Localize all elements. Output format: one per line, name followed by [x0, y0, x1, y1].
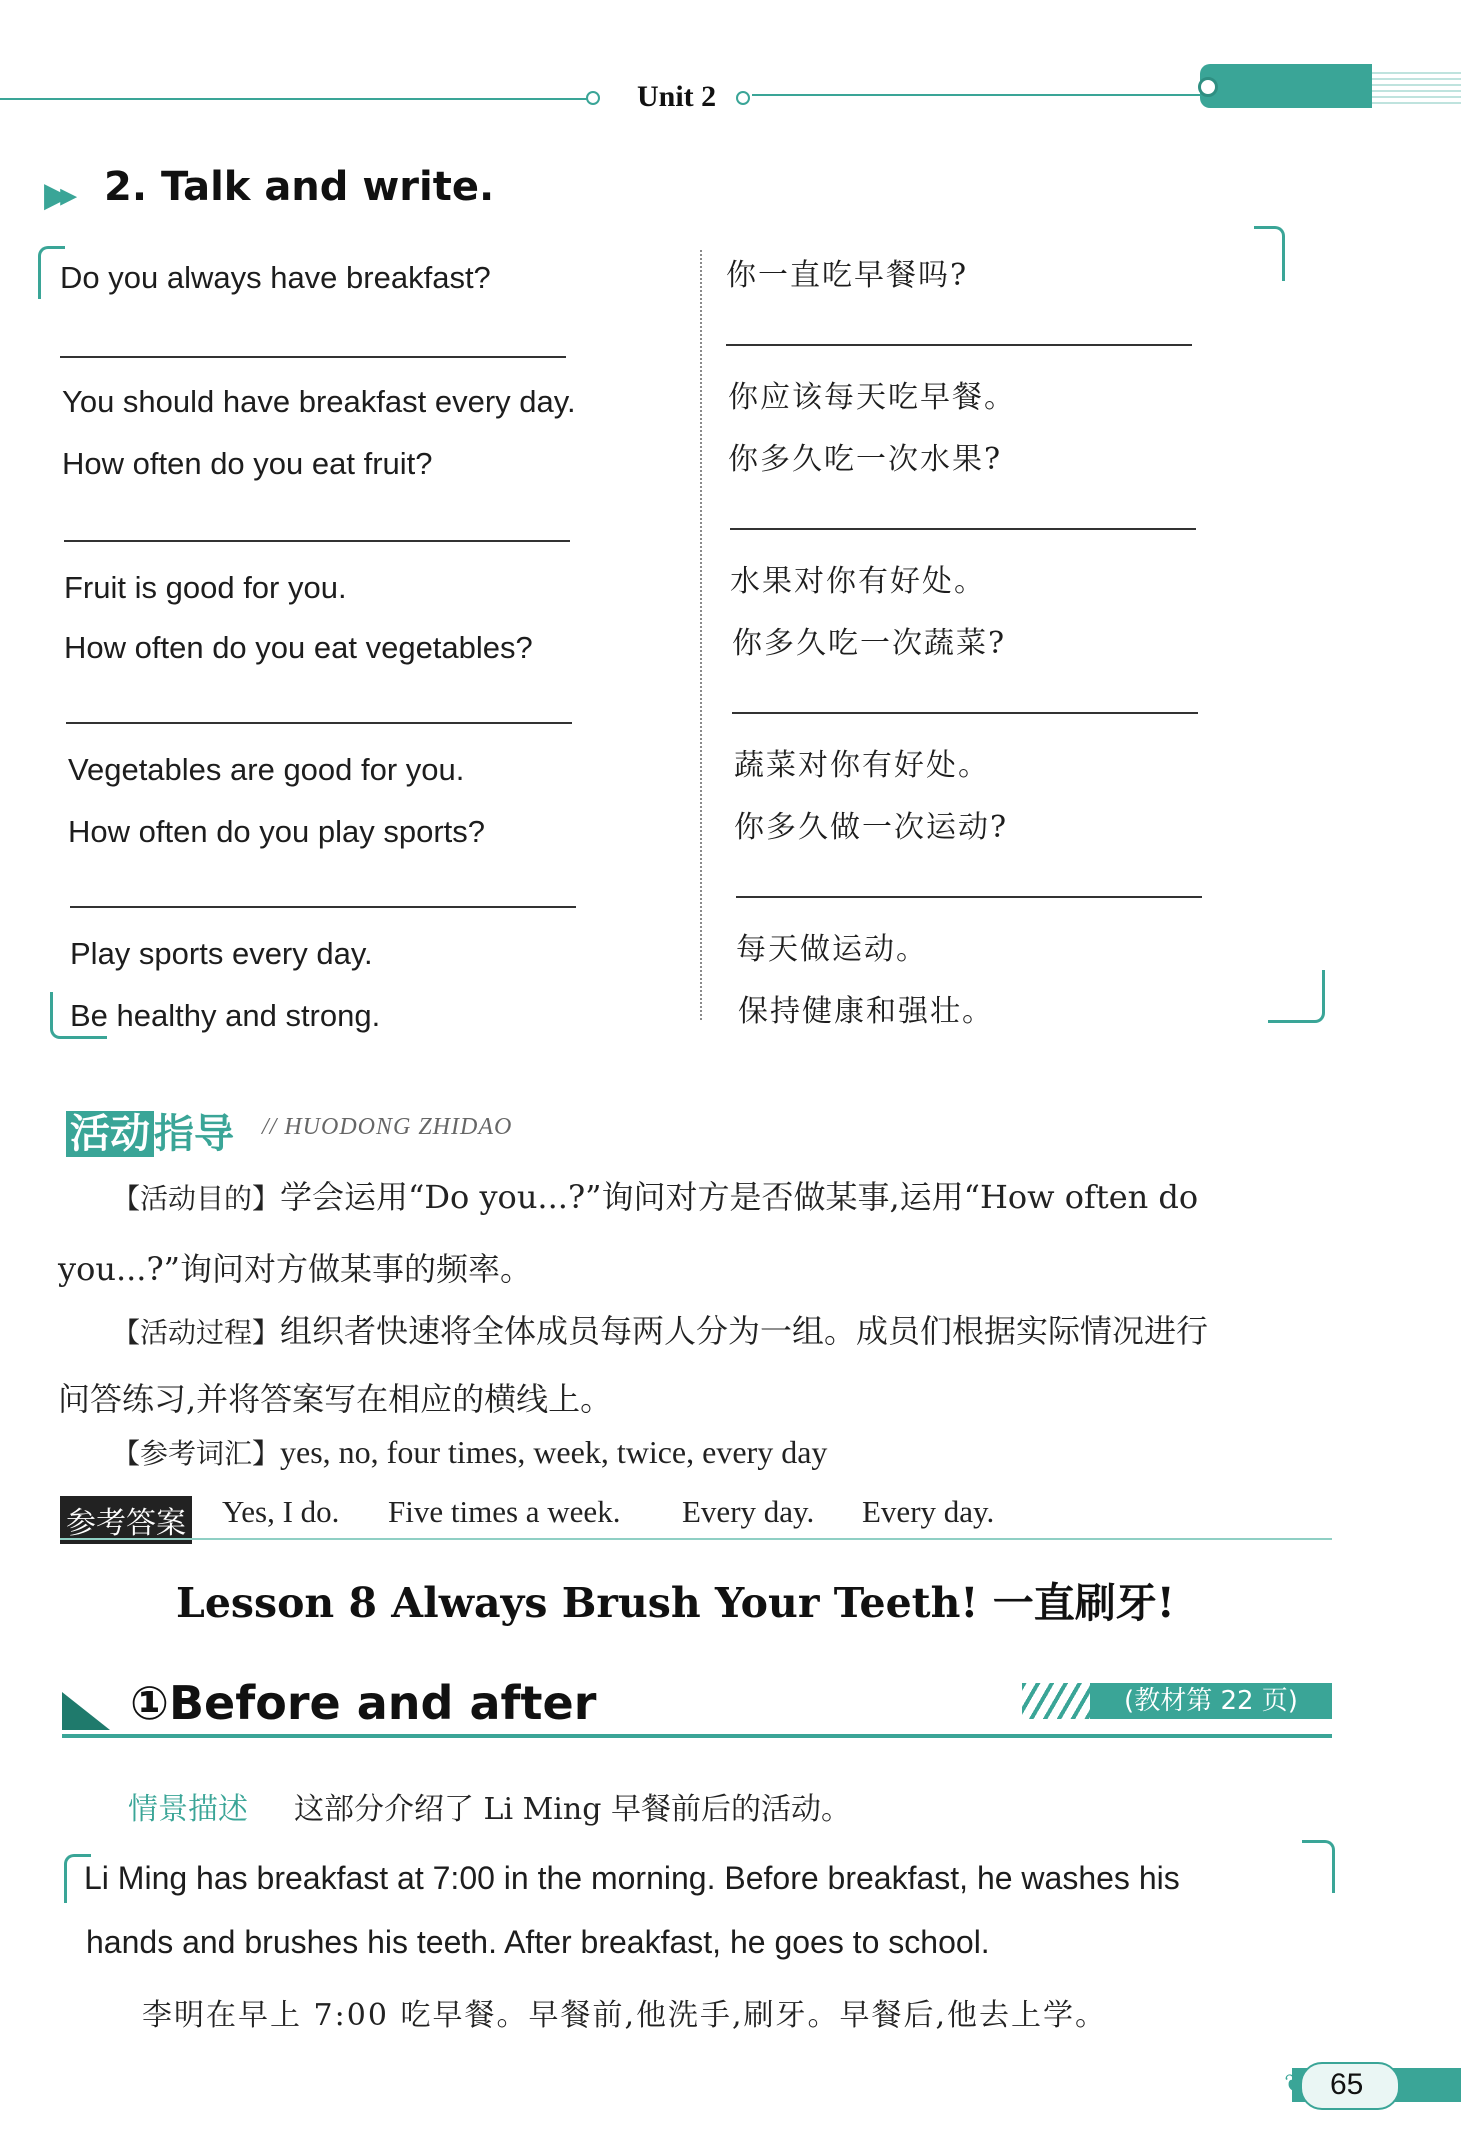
- scene-label: 情景描述: [128, 1792, 248, 1827]
- answers-label: 参考答案: [60, 1496, 192, 1544]
- guide-process-line2: 问答练习,并将答案写在相应的横线上。: [58, 1380, 613, 1418]
- answer-blank[interactable]: [726, 344, 1192, 346]
- dialog-zh-5: 你多久吃一次蔬菜?: [732, 626, 1007, 661]
- answer-2: Five times a week.: [388, 1494, 621, 1529]
- dialog-en-5: How often do you eat vegetables?: [64, 630, 533, 665]
- textbook-page-ref: (教材第 22 页): [1090, 1683, 1332, 1719]
- leaf-icon: ❦: [1284, 2068, 1306, 2098]
- answer-blank[interactable]: [736, 896, 1202, 898]
- answer-1: Yes, I do.: [222, 1494, 340, 1529]
- header-tab: [1200, 64, 1372, 108]
- header-dot-right: [736, 91, 750, 105]
- guide-purpose-line1: 【活动目的】学会运用“Do you...?”询问对方是否做某事,运用“How often do: [112, 1178, 1199, 1216]
- lesson-title: Lesson 8 Always Brush Your Teeth! 一直刷牙!: [176, 1579, 1175, 1627]
- subsection-rule: [62, 1734, 1332, 1738]
- header-tab-dot: [1198, 77, 1218, 97]
- answer-blank[interactable]: [70, 906, 576, 908]
- dialog-zh-9: 保持健康和强壮。: [738, 994, 994, 1029]
- story-en-line1: Li Ming has breakfast at 7:00 in the morning. Before breakfast, he washes his: [84, 1860, 1180, 1896]
- dialog-zh-1: 你一直吃早餐吗?: [726, 258, 969, 293]
- dialog-en-7: How often do you play sports?: [68, 814, 486, 849]
- answer-blank[interactable]: [732, 712, 1198, 714]
- guide-vocab: 【参考词汇】yes, no, four times, week, twice, every day: [112, 1434, 828, 1470]
- dialog-en-2: You should have breakfast every day.: [62, 384, 576, 419]
- scene-text: 这部分介绍了 Li Ming 早餐前后的活动。: [294, 1792, 851, 1827]
- dialog-en-8: Play sports every day.: [70, 936, 373, 971]
- dialog-en-6: Vegetables are good for you.: [68, 752, 465, 787]
- dialog-zh-8: 每天做运动。: [736, 932, 928, 967]
- guide-subtitle: // HUODONG ZHIDAO: [262, 1114, 513, 1140]
- guide-process-label: 【活动过程】: [112, 1316, 281, 1349]
- header-hatch: [1372, 68, 1461, 104]
- dialog-en-4: Fruit is good for you.: [64, 570, 347, 605]
- answer-blank[interactable]: [64, 540, 570, 542]
- dialog-zh-2: 你应该每天吃早餐。: [728, 380, 1016, 415]
- guide-title: [66, 1102, 234, 1159]
- column-divider: [700, 250, 702, 1020]
- subsection-title: ①Before and after: [130, 1676, 597, 1730]
- story-zh: 李明在早上 7:00 吃早餐。早餐前,他洗手,刷牙。早餐后,他去上学。: [142, 1998, 1108, 2033]
- answer-blank[interactable]: [66, 722, 572, 724]
- story-en-line2: hands and brushes his teeth. After breakfast, he goes to school.: [86, 1924, 990, 1960]
- dialog-zh-4: 水果对你有好处。: [730, 564, 986, 599]
- header-rule-right: [752, 94, 1200, 96]
- bracket-top-right: [1254, 226, 1285, 281]
- triangle-icon: [62, 1692, 110, 1730]
- answer-4: Every day.: [862, 1494, 995, 1529]
- guide-vocab-label: 【参考词汇】: [112, 1437, 281, 1470]
- dialog-en-9: Be healthy and strong.: [70, 998, 381, 1033]
- header-dot-left: [586, 91, 600, 105]
- answer-blank[interactable]: [60, 356, 566, 358]
- dialog-zh-3: 你多久吃一次水果?: [728, 442, 1003, 477]
- stripes-decoration: [1022, 1683, 1090, 1719]
- bracket-bottom-right: [1268, 970, 1325, 1023]
- answer-3: Every day.: [682, 1494, 815, 1529]
- story-bracket-right: [1302, 1840, 1335, 1893]
- unit-title: Unit 2: [637, 80, 717, 113]
- page-number: 65: [1330, 2068, 1364, 2101]
- dialog-en-1: Do you always have breakfast?: [60, 260, 491, 295]
- answer-blank[interactable]: [730, 528, 1196, 530]
- section-separator: [60, 1538, 1332, 1540]
- guide-purpose-label: 【活动目的】: [112, 1182, 281, 1215]
- header-rule-left: [0, 98, 588, 100]
- dialog-zh-7: 你多久做一次运动?: [734, 810, 1009, 845]
- guide-process-line1: 【活动过程】组织者快速将全体成员每两人分为一组。成员们根据实际情况进行: [112, 1312, 1209, 1350]
- guide-purpose-line2: you...?”询问对方做某事的频率。: [58, 1250, 532, 1288]
- guide-title-rest: 指导: [154, 1111, 234, 1157]
- dialog-zh-6: 蔬菜对你有好处。: [734, 748, 990, 783]
- dialog-en-3: How often do you eat fruit?: [62, 446, 433, 481]
- section-title: 2. Talk and write.: [104, 164, 495, 210]
- section-arrows-icon: ▶▸: [44, 176, 68, 214]
- guide-title-highlight: 活动: [66, 1111, 154, 1157]
